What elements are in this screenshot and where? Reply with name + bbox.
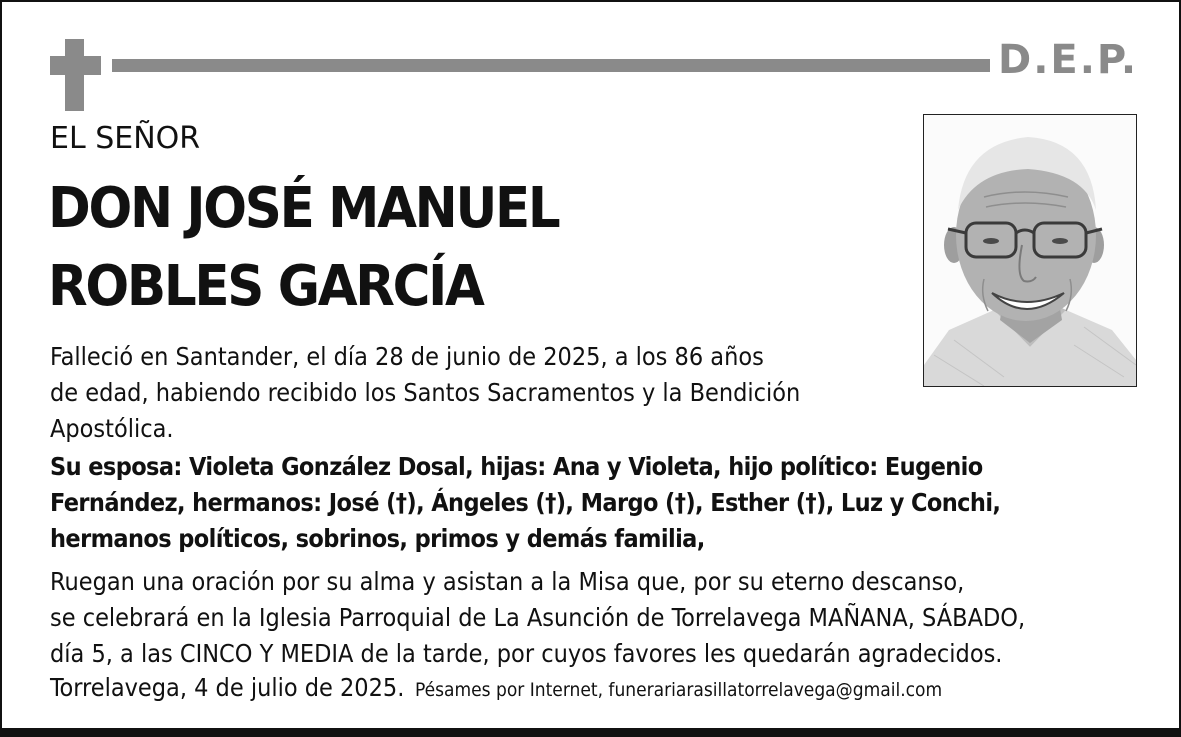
family-paragraph xyxy=(50,449,1000,557)
name-line-1: DON JOSÉ MANUEL xyxy=(48,176,559,241)
request-line-1: Ruegan una oración por su alma y asistan a la Misa que, por su eterno descanso, xyxy=(50,567,965,596)
place-date: Torrelavega, 4 de julio de 2025. xyxy=(50,673,405,702)
death-notice-line-1: Falleció en Santander, el día 28 de junio de 2025, a los 86 años xyxy=(50,342,764,371)
death-notice-paragraph xyxy=(50,339,800,447)
portrait-photo xyxy=(923,114,1137,387)
family-line-2: Fernández, hermanos: José (†), Ángeles (†), Margo (†), Esther (†), Luz y Conchi, xyxy=(50,488,1001,517)
mass-request-paragraph xyxy=(50,564,1025,672)
name-line-2: ROBLES GARCÍA xyxy=(48,254,483,319)
deceased-name xyxy=(48,170,710,326)
cross-icon xyxy=(50,39,101,111)
family-line-3: hermanos políticos, sobrinos, primos y demás familia, xyxy=(50,524,705,553)
request-line-3: día 5, a las CINCO Y MEDIA de la tarde, por cuyos favores les quedarán agradecidos. xyxy=(50,639,1003,668)
family-line-1: Su esposa: Violeta González Dosal, hijas: Ana y Violeta, hijo político: Eugenio xyxy=(50,452,983,481)
request-line-2: se celebrará en la Iglesia Parroquial de La Asunción de Torrelavega MAÑANA, SÁBADO, xyxy=(50,603,1026,632)
portrait-image xyxy=(924,115,1136,386)
death-notice-line-2: de edad, habiendo recibido los Santos Sacramentos y la Bendición xyxy=(50,378,801,407)
dep-label: D.E.P. xyxy=(998,37,1139,83)
header-rule xyxy=(112,59,990,72)
death-notice-line-3: Apostólica. xyxy=(50,414,174,443)
title-prefix: EL SEÑOR xyxy=(50,121,201,156)
signature-line xyxy=(50,670,942,709)
condolences-email: Pésames por Internet, funerariarasillatorrelavega@gmail.com xyxy=(414,679,943,701)
